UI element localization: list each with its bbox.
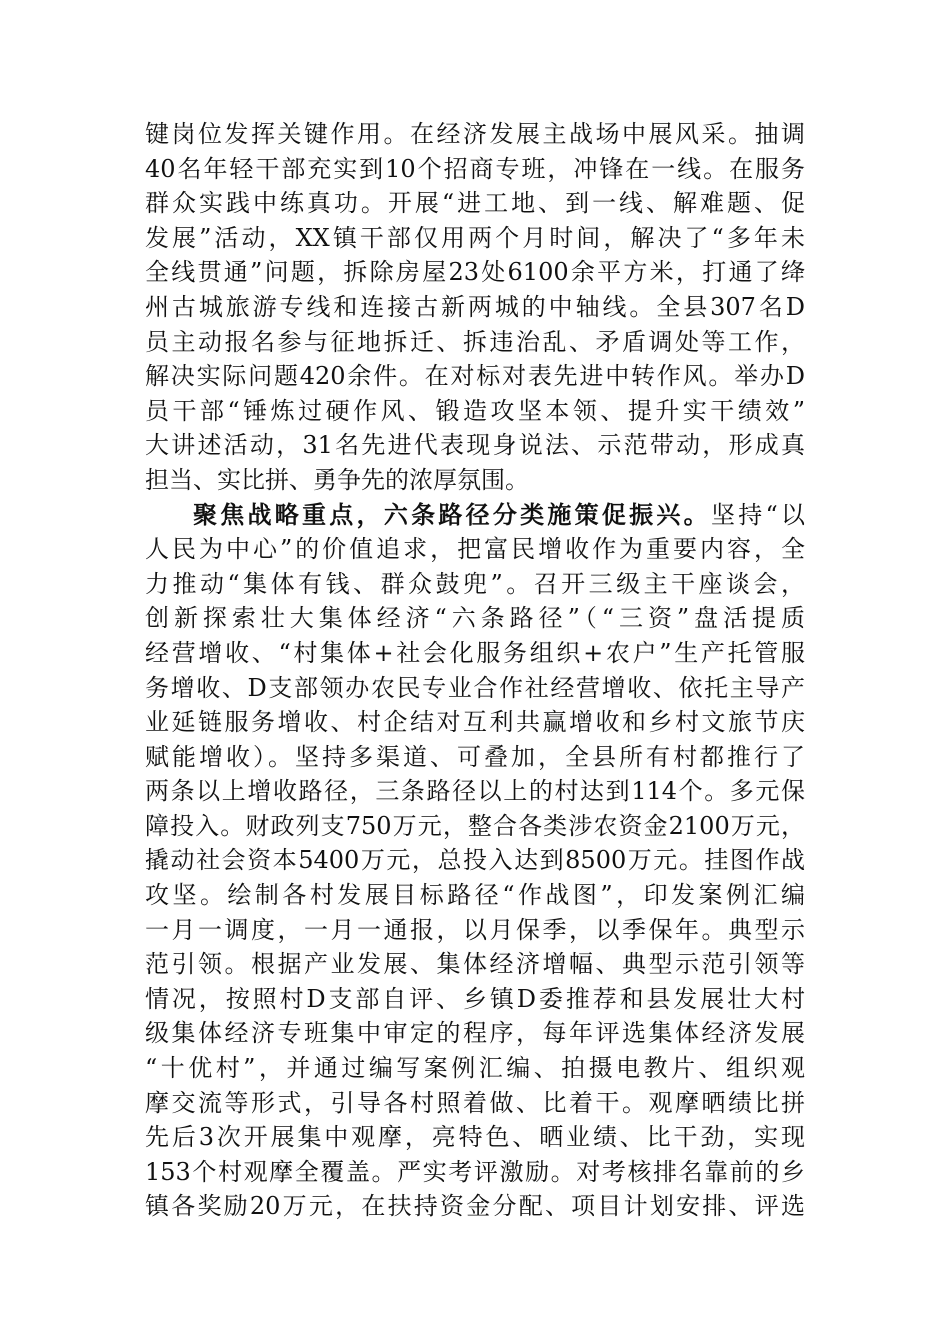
- text-line: 先后3次开展集中观摩，亮特色、晒业绩、比干劲，实现: [145, 1123, 805, 1152]
- document-page: [145, 117, 805, 1224]
- text-line: 解决实际问题420余件。在对标对表先进中转作风。举办D: [145, 362, 805, 391]
- text-line: 创新探索壮大集体经济“六条路径”（“三资”盘活提质: [145, 604, 805, 633]
- text-line: 担当、实比拼、勇争先的浓厚氛围。: [145, 465, 529, 494]
- text-line: 级集体经济专班集中审定的程序，每年评选集体经济发展: [145, 1019, 805, 1048]
- paragraph-heading-line: [145, 498, 805, 533]
- text-line: 业延链服务增收、村企结对互利共赢增收和乡村文旅节庆: [145, 708, 805, 737]
- text-line: 务增收、D支部领办农民专业合作社经营增收、依托主导产: [145, 673, 805, 702]
- text-line: 全线贯通”问题，拆除房屋23处6100余平方米，打通了绛: [145, 258, 805, 287]
- text-line: 撬动社会资本5400万元，总投入达到8500万元。挂图作战: [145, 846, 805, 875]
- text-line: 力推动“集体有钱、群众鼓兜”。召开三级主干座谈会，: [145, 569, 805, 598]
- paragraph-2: [145, 498, 805, 1224]
- section-heading: 聚焦战略重点，六条路径分类施策促振兴。: [193, 499, 711, 529]
- text-line: 40名年轻干部充实到10个招商专班，冲锋在一线。在服务: [145, 154, 805, 183]
- text-line: 员干部“锤炼过硬作风、锻造攻坚本领、提升实干绩效”: [145, 396, 805, 425]
- text-line: 镇各奖励20万元，在扶持资金分配、项目计划安排、评选: [145, 1192, 805, 1221]
- text-line: 发展”活动，XX镇干部仅用两个月时间，解决了“多年未: [145, 223, 805, 252]
- heading-continuation: 坚持“以: [710, 500, 805, 529]
- text-line: 一月一调度，一月一通报，以月保季，以季保年。典型示: [145, 915, 805, 944]
- text-line: 人民为中心”的价值追求，把富民增收作为重要内容，全: [145, 535, 805, 564]
- text-line: 群众实践中练真功。开展“进工地、到一线、解难题、促: [145, 189, 805, 218]
- paragraph-1: [145, 117, 805, 498]
- text-line: 员主动报名参与征地拆迁、拆违治乱、矛盾调处等工作，: [145, 327, 805, 356]
- text-line: 范引领。根据产业发展、集体经济增幅、典型示范引领等: [145, 950, 805, 979]
- text-line: 攻坚。绘制各村发展目标路径“作战图”，印发案例汇编: [145, 881, 805, 910]
- text-line: 赋能增收）。坚持多渠道、可叠加，全县所有村都推行了: [145, 742, 805, 771]
- text-line: 键岗位发挥关键作用。在经济发展主战场中展风采。抽调: [145, 120, 805, 148]
- text-line: 153个村观摩全覆盖。严实考评激励。对考核排名靠前的乡: [145, 1157, 805, 1186]
- text-line: 两条以上增收路径，三条路径以上的村达到114个。多元保: [145, 777, 805, 806]
- text-line: 州古城旅游专线和连接古新两城的中轴线。全县307名D: [145, 292, 805, 321]
- text-line: 情况，按照村D支部自评、乡镇D委推荐和县发展壮大村: [145, 984, 805, 1013]
- text-line: 摩交流等形式，引导各村照着做、比着干。观摩晒绩比拼: [145, 1088, 805, 1117]
- text-line: 障投入。财政列支750万元，整合各类涉农资金2100万元，: [145, 811, 805, 840]
- text-line: 经营增收、“村集体+社会化服务组织+农户”生产托管服: [145, 638, 805, 667]
- text-line: “十优村”，并通过编写案例汇编、拍摄电教片、组织观: [145, 1054, 805, 1083]
- text-line: 大讲述活动，31名先进代表现身说法、示范带动，形成真: [145, 431, 805, 460]
